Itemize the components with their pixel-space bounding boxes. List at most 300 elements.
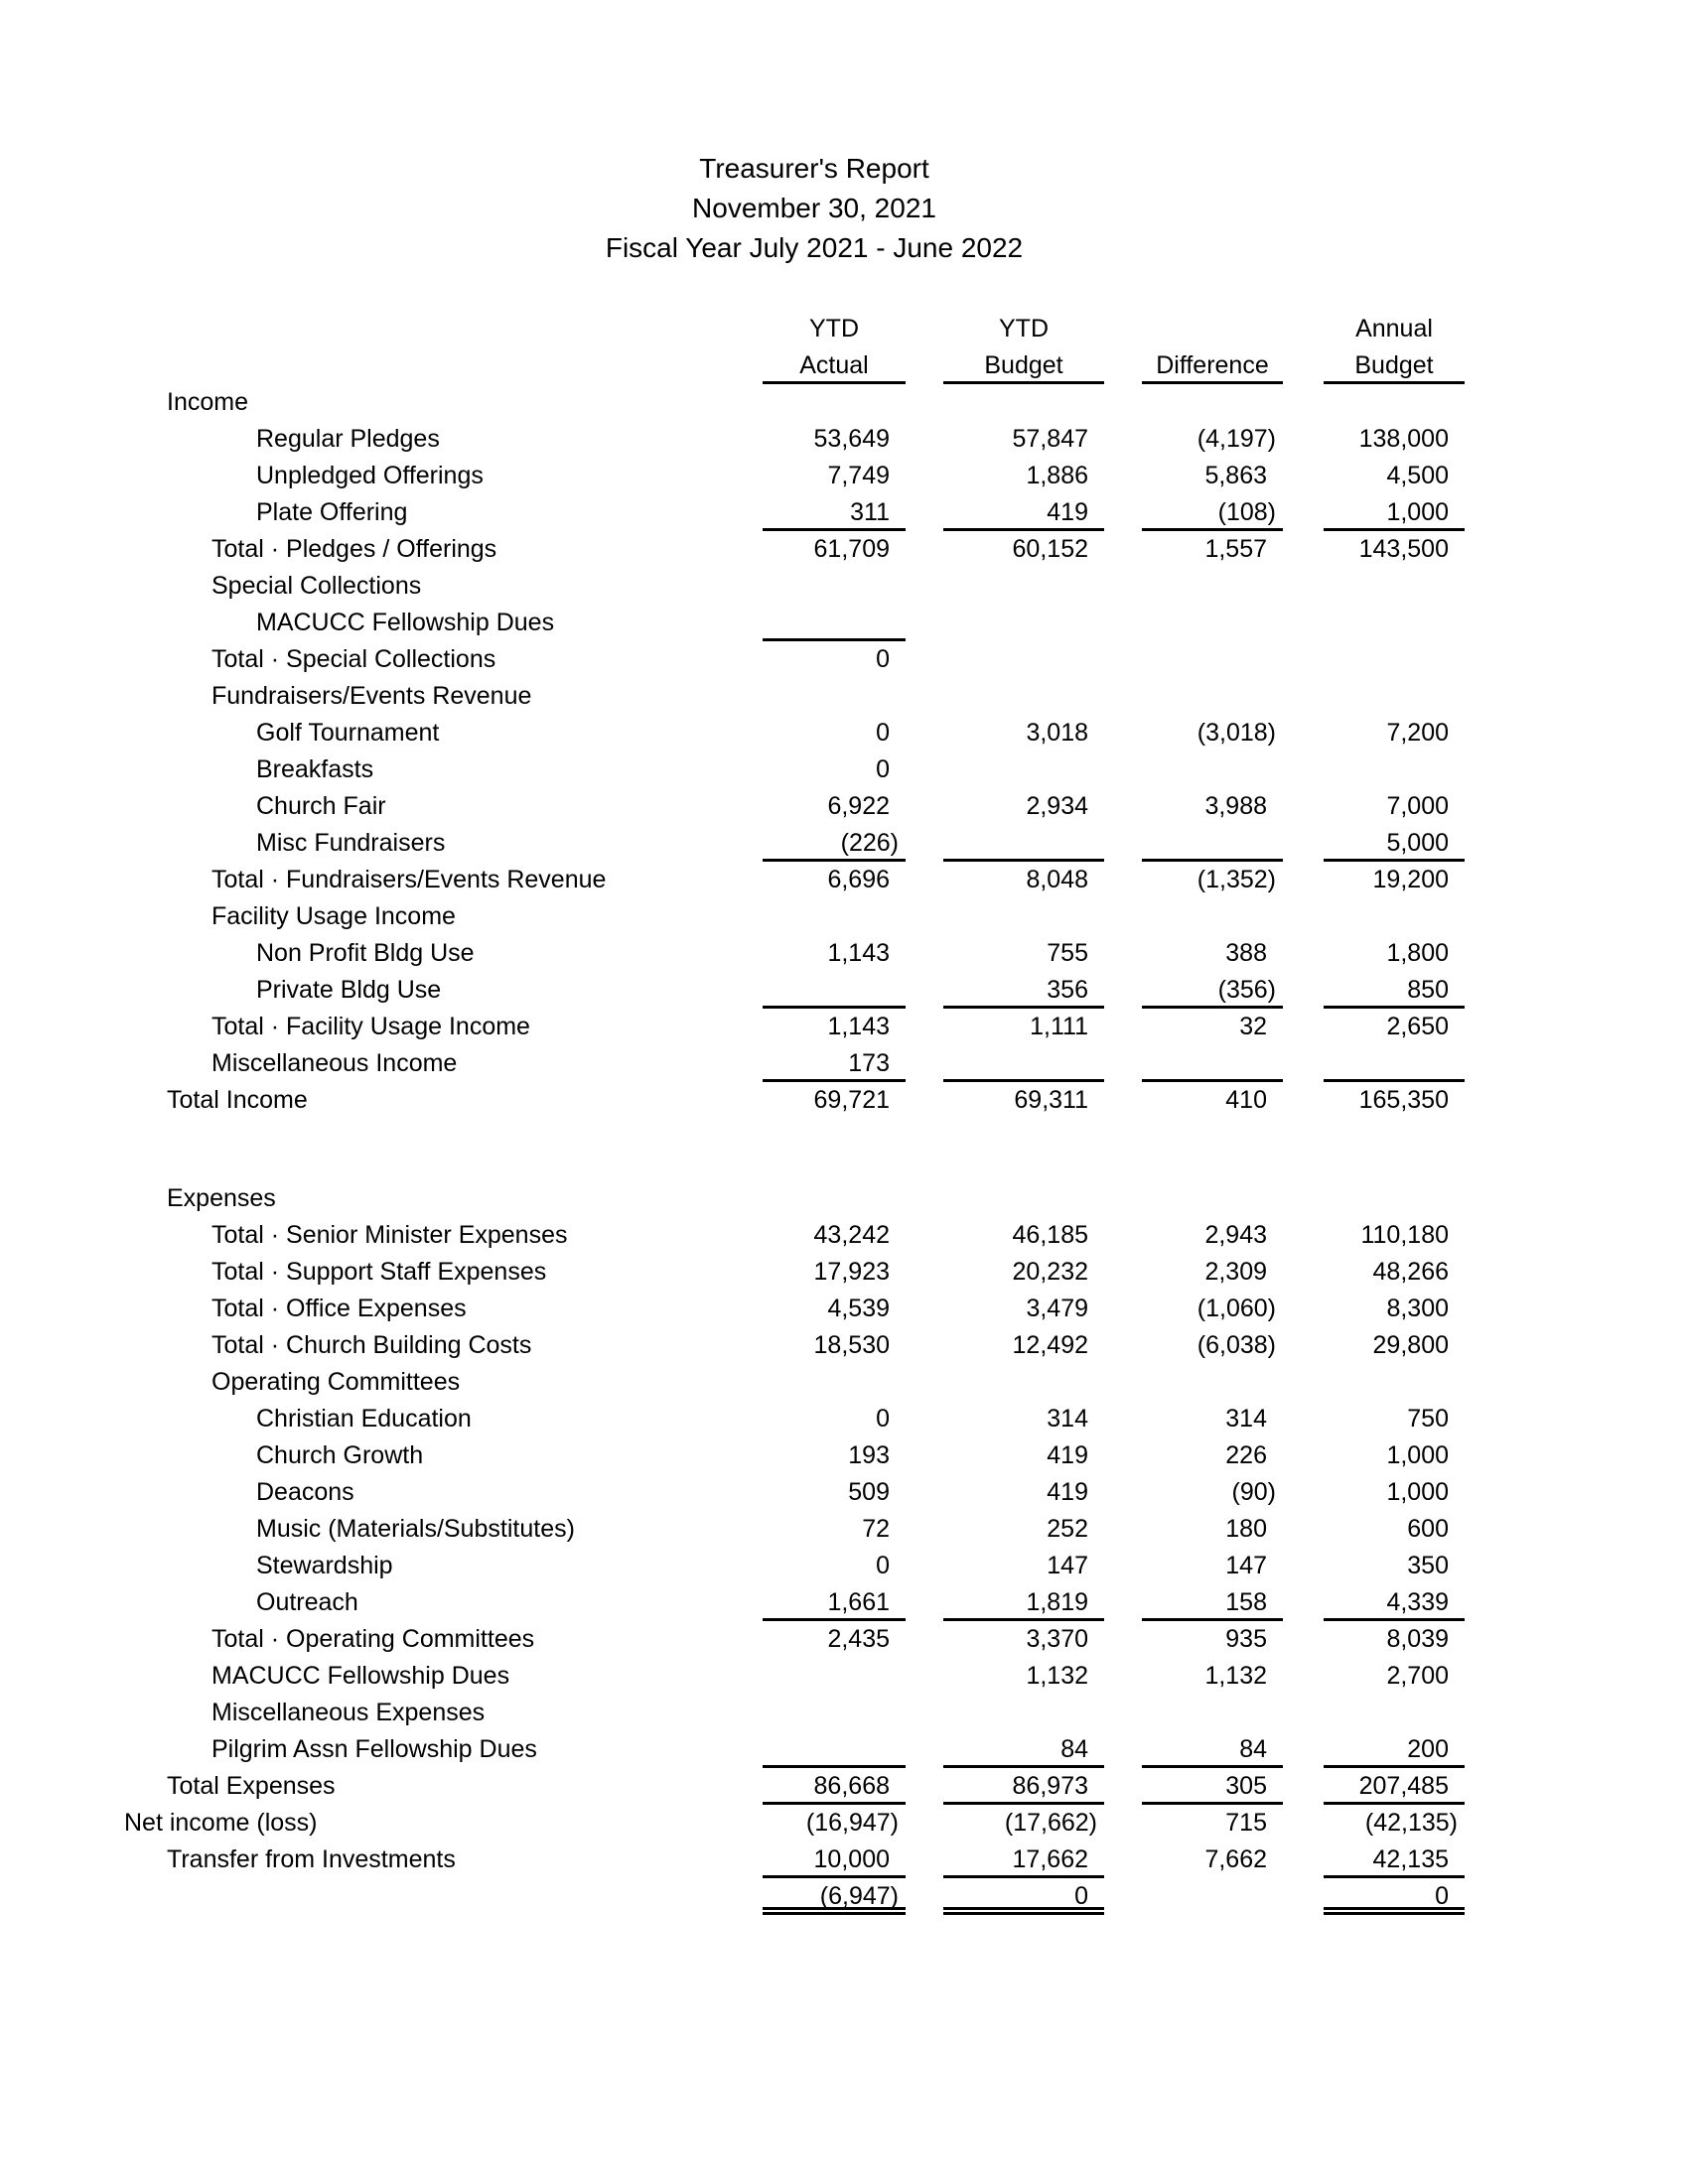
cell-ytd-budget	[943, 788, 1104, 825]
cell-annual-budget	[1324, 421, 1465, 458]
cell-value: 850	[1407, 976, 1449, 1004]
cell-annual-budget	[1324, 1009, 1465, 1045]
cell-annual-budget	[1324, 494, 1465, 531]
cell-difference	[1142, 531, 1283, 568]
cell-annual-budget	[1324, 751, 1465, 788]
cell-difference	[1142, 1009, 1283, 1045]
cell-value: 2,435	[827, 1625, 890, 1653]
row-label: MACUCC Fellowship Dues	[256, 609, 555, 636]
table-row	[0, 605, 1688, 641]
cell-difference	[1142, 1437, 1283, 1474]
cell-value: 0	[876, 755, 890, 783]
cell-annual-budget	[1324, 1474, 1465, 1511]
cell-value: 173	[848, 1049, 890, 1077]
cell-ytd-actual	[763, 1658, 906, 1695]
table-row	[0, 1768, 1688, 1805]
cell-ytd-actual	[763, 1621, 906, 1658]
cell-ytd-budget	[943, 935, 1104, 972]
cell-annual-budget	[1324, 1291, 1465, 1327]
row-label: Regular Pledges	[256, 425, 440, 453]
cell-ytd-budget	[943, 1548, 1104, 1584]
cell-difference	[1142, 898, 1283, 935]
cell-ytd-budget	[943, 531, 1104, 568]
cell-difference	[1142, 715, 1283, 751]
header-annual-budget-line2: Budget	[1324, 347, 1465, 384]
cell-ytd-actual	[763, 898, 906, 935]
cell-difference	[1142, 1695, 1283, 1731]
header-ytd-budget-line2: Budget	[943, 347, 1104, 384]
cell-ytd-budget	[943, 715, 1104, 751]
row-label: Special Collections	[211, 572, 422, 600]
header-ytd-budget-line1: YTD	[999, 315, 1049, 342]
cell-ytd-actual	[763, 1327, 906, 1364]
cell-value: 509	[848, 1478, 890, 1506]
cell-value: 60,152	[1012, 535, 1088, 563]
table-row	[0, 1878, 1688, 1915]
table-row	[0, 1364, 1688, 1401]
cell-ytd-actual	[763, 678, 906, 715]
cell-value: 200	[1407, 1735, 1449, 1763]
cell-value: (356)	[1217, 976, 1276, 1004]
cell-ytd-actual	[763, 494, 906, 531]
cell-annual-budget	[1324, 605, 1465, 641]
cell-value: 61,709	[813, 535, 890, 563]
cell-value: 3,988	[1204, 792, 1267, 820]
cell-difference	[1142, 825, 1283, 862]
cell-annual-budget	[1324, 1548, 1465, 1584]
table-row	[0, 751, 1688, 788]
cell-ytd-actual	[763, 1474, 906, 1511]
cell-difference	[1142, 458, 1283, 494]
cell-value: 2,309	[1204, 1258, 1267, 1286]
row-label: Total · Senior Minister Expenses	[211, 1221, 568, 1249]
table-row	[0, 898, 1688, 935]
cell-value: 57,847	[1012, 425, 1088, 453]
cell-value: 7,749	[827, 462, 890, 489]
cell-value: 8,300	[1386, 1295, 1449, 1322]
cell-ytd-actual	[763, 972, 906, 1009]
table-row	[0, 715, 1688, 751]
cell-value: 2,650	[1386, 1013, 1449, 1040]
header-difference-line2: Difference	[1142, 347, 1283, 384]
cell-ytd-budget	[943, 1805, 1104, 1842]
cell-difference	[1142, 1621, 1283, 1658]
cell-value: 2,943	[1204, 1221, 1267, 1249]
table-row	[0, 1254, 1688, 1291]
cell-ytd-actual	[763, 1511, 906, 1548]
cell-value: 715	[1225, 1809, 1267, 1837]
cell-annual-budget	[1324, 384, 1465, 421]
cell-ytd-actual	[763, 1082, 906, 1119]
cell-value: (17,662)	[1004, 1809, 1097, 1837]
report-table-rows	[0, 384, 1688, 1915]
cell-ytd-actual	[763, 1768, 906, 1805]
cell-value: 143,500	[1358, 535, 1449, 563]
row-label: Pilgrim Assn Fellowship Dues	[211, 1735, 537, 1763]
table-row	[0, 1401, 1688, 1437]
cell-value: (1,352)	[1196, 866, 1276, 893]
cell-value: 19,200	[1372, 866, 1449, 893]
table-row	[0, 568, 1688, 605]
cell-value: 180	[1225, 1515, 1267, 1543]
cell-ytd-actual	[763, 1291, 906, 1327]
cell-value: 10,000	[813, 1845, 890, 1873]
cell-value: 314	[1225, 1405, 1267, 1433]
cell-value: 12,492	[1012, 1331, 1088, 1359]
cell-difference	[1142, 678, 1283, 715]
cell-value: 43,242	[813, 1221, 890, 1249]
cell-ytd-budget	[943, 751, 1104, 788]
cell-difference	[1142, 1511, 1283, 1548]
cell-value: (226)	[840, 829, 899, 857]
row-label: Total · Pledges / Offerings	[211, 535, 497, 563]
cell-ytd-budget	[943, 494, 1104, 531]
cell-annual-budget	[1324, 1878, 1465, 1915]
cell-annual-budget	[1324, 715, 1465, 751]
cell-value: 5,000	[1386, 829, 1449, 857]
cell-ytd-budget	[943, 1878, 1104, 1915]
cell-ytd-budget	[943, 1437, 1104, 1474]
cell-value: 1,143	[827, 939, 890, 967]
cell-value: 350	[1407, 1552, 1449, 1579]
table-row	[0, 531, 1688, 568]
table-row	[0, 384, 1688, 421]
cell-value: 0	[876, 645, 890, 673]
cell-ytd-budget	[943, 1009, 1104, 1045]
table-row	[0, 1437, 1688, 1474]
table-row	[0, 1548, 1688, 1584]
cell-value: 4,339	[1386, 1588, 1449, 1616]
cell-value: 750	[1407, 1405, 1449, 1433]
row-label: Total · Operating Committees	[211, 1625, 535, 1653]
cell-ytd-actual	[763, 715, 906, 751]
table-row	[0, 1621, 1688, 1658]
row-label: Miscellaneous Expenses	[211, 1699, 486, 1726]
cell-ytd-actual	[763, 825, 906, 862]
cell-value: 158	[1225, 1588, 1267, 1616]
row-label: Total · Facility Usage Income	[211, 1013, 530, 1040]
row-label: Transfer from Investments	[167, 1845, 456, 1873]
cell-value: 305	[1225, 1772, 1267, 1800]
cell-value: 5,863	[1204, 462, 1267, 489]
header-difference-line1	[1142, 311, 1283, 347]
table-row	[0, 935, 1688, 972]
cell-value: (3,018)	[1196, 719, 1276, 747]
cell-value: 0	[876, 1405, 890, 1433]
row-label: Church Growth	[256, 1441, 424, 1469]
table-row	[0, 421, 1688, 458]
cell-ytd-budget	[943, 1401, 1104, 1437]
cell-annual-budget	[1324, 1437, 1465, 1474]
cell-value: 1,143	[827, 1013, 890, 1040]
table-row	[0, 1658, 1688, 1695]
cell-ytd-budget	[943, 1511, 1104, 1548]
cell-annual-budget	[1324, 1731, 1465, 1768]
row-label: MACUCC Fellowship Dues	[211, 1662, 510, 1690]
cell-ytd-actual	[763, 1009, 906, 1045]
cell-ytd-budget	[943, 1474, 1104, 1511]
cell-value: 410	[1225, 1086, 1267, 1114]
cell-ytd-actual	[763, 1401, 906, 1437]
cell-value: 226	[1225, 1441, 1267, 1469]
cell-difference	[1142, 788, 1283, 825]
cell-value: 147	[1047, 1552, 1088, 1579]
cell-value: 7,662	[1204, 1845, 1267, 1873]
cell-difference	[1142, 1364, 1283, 1401]
row-label: Golf Tournament	[256, 719, 440, 747]
cell-ytd-actual	[763, 458, 906, 494]
cell-difference	[1142, 1878, 1283, 1915]
cell-difference	[1142, 1217, 1283, 1254]
cell-difference	[1142, 935, 1283, 972]
cell-ytd-actual	[763, 1364, 906, 1401]
cell-value: 32	[1239, 1013, 1267, 1040]
cell-value: 53,649	[813, 425, 890, 453]
cell-difference	[1142, 1731, 1283, 1768]
row-label: Outreach	[256, 1588, 358, 1616]
cell-ytd-budget	[943, 605, 1104, 641]
cell-annual-budget	[1324, 935, 1465, 972]
column-header-row-1	[0, 311, 1688, 347]
cell-value: 1,557	[1204, 535, 1267, 563]
cell-value: 69,721	[813, 1086, 890, 1114]
cell-value: 0	[1074, 1882, 1088, 1910]
cell-ytd-budget	[943, 1584, 1104, 1621]
cell-ytd-budget	[943, 568, 1104, 605]
cell-ytd-actual	[763, 751, 906, 788]
cell-ytd-budget	[943, 1254, 1104, 1291]
cell-value: 86,973	[1012, 1772, 1088, 1800]
row-label: Expenses	[167, 1184, 276, 1212]
column-header-row-2	[0, 347, 1688, 384]
cell-ytd-actual	[763, 1805, 906, 1842]
cell-ytd-actual	[763, 1731, 906, 1768]
table-row	[0, 494, 1688, 531]
cell-value: 252	[1047, 1515, 1088, 1543]
cell-annual-budget	[1324, 972, 1465, 1009]
cell-annual-budget	[1324, 862, 1465, 898]
cell-ytd-budget	[943, 862, 1104, 898]
cell-value: (42,135)	[1364, 1809, 1458, 1837]
cell-value: 84	[1060, 1735, 1088, 1763]
cell-difference	[1142, 972, 1283, 1009]
cell-ytd-actual	[763, 1878, 906, 1915]
row-label: Unpledged Offerings	[256, 462, 484, 489]
cell-ytd-budget	[943, 1621, 1104, 1658]
cell-value: 1,800	[1386, 939, 1449, 967]
cell-value: 86,668	[813, 1772, 890, 1800]
row-label: Total · Church Building Costs	[211, 1331, 532, 1359]
cell-ytd-actual	[763, 1045, 906, 1082]
cell-ytd-actual	[763, 641, 906, 678]
cell-value: 207,485	[1358, 1772, 1449, 1800]
cell-annual-budget	[1324, 678, 1465, 715]
table-row	[0, 678, 1688, 715]
table-row	[0, 1731, 1688, 1768]
cell-ytd-actual	[763, 1180, 906, 1217]
cell-value: 17,923	[813, 1258, 890, 1286]
cell-value: (4,197)	[1196, 425, 1276, 453]
cell-value: (90)	[1231, 1478, 1276, 1506]
cell-ytd-budget	[943, 421, 1104, 458]
table-row	[0, 1805, 1688, 1842]
cell-value: (108)	[1217, 498, 1276, 526]
cell-annual-budget	[1324, 568, 1465, 605]
cell-value: 48,266	[1372, 1258, 1449, 1286]
table-row	[0, 1474, 1688, 1511]
header-annual-budget-line1: Annual	[1355, 315, 1433, 342]
cell-annual-budget	[1324, 1364, 1465, 1401]
cell-annual-budget	[1324, 1658, 1465, 1695]
row-label: Breakfasts	[256, 755, 374, 783]
cell-ytd-budget	[943, 1842, 1104, 1878]
cell-value: 29,800	[1372, 1331, 1449, 1359]
row-label: Miscellaneous Income	[211, 1049, 458, 1077]
cell-ytd-budget	[943, 1327, 1104, 1364]
cell-ytd-budget	[943, 1695, 1104, 1731]
cell-value: 84	[1239, 1735, 1267, 1763]
cell-difference	[1142, 1768, 1283, 1805]
cell-annual-budget	[1324, 898, 1465, 935]
cell-value: 7,000	[1386, 792, 1449, 820]
cell-annual-budget	[1324, 458, 1465, 494]
cell-value: 69,311	[1014, 1086, 1088, 1114]
cell-value: 388	[1225, 939, 1267, 967]
cell-difference	[1142, 494, 1283, 531]
cell-ytd-actual	[763, 788, 906, 825]
table-row	[0, 788, 1688, 825]
cell-difference	[1142, 384, 1283, 421]
cell-value: 7,200	[1386, 719, 1449, 747]
cell-difference	[1142, 1401, 1283, 1437]
row-label: Total Expenses	[167, 1772, 336, 1800]
cell-value: (1,060)	[1196, 1295, 1276, 1322]
cell-difference	[1142, 1254, 1283, 1291]
report-fiscal-year: Fiscal Year July 2021 - June 2022	[605, 232, 1024, 263]
cell-value: 8,048	[1026, 866, 1088, 893]
table-row	[0, 972, 1688, 1009]
cell-value: 42,135	[1372, 1845, 1449, 1873]
cell-value: 314	[1047, 1405, 1088, 1433]
cell-difference	[1142, 1548, 1283, 1584]
row-label: Operating Committees	[211, 1368, 461, 1396]
cell-annual-budget	[1324, 1695, 1465, 1731]
cell-ytd-actual	[763, 531, 906, 568]
report-title: Treasurer's Report	[699, 153, 929, 184]
cell-ytd-budget	[943, 384, 1104, 421]
cell-value: 755	[1047, 939, 1088, 967]
cell-value: 3,018	[1026, 719, 1088, 747]
cell-difference	[1142, 1474, 1283, 1511]
cell-ytd-actual	[763, 421, 906, 458]
cell-ytd-actual	[763, 1584, 906, 1621]
cell-ytd-actual	[763, 935, 906, 972]
cell-value: 18,530	[813, 1331, 890, 1359]
cell-ytd-actual	[763, 1842, 906, 1878]
cell-ytd-budget	[943, 1180, 1104, 1217]
row-label: Total · Support Staff Expenses	[211, 1258, 547, 1286]
row-label: Plate Offering	[256, 498, 408, 526]
table-row	[0, 458, 1688, 494]
table-row	[0, 1045, 1688, 1082]
row-label: Non Profit Bldg Use	[256, 939, 475, 967]
cell-value: 0	[1435, 1882, 1449, 1910]
header-ytd-actual-line2: Actual	[763, 347, 906, 384]
table-row	[0, 641, 1688, 678]
cell-ytd-budget	[943, 1045, 1104, 1082]
cell-difference	[1142, 605, 1283, 641]
cell-value: 3,370	[1026, 1625, 1088, 1653]
cell-value: 2,934	[1026, 792, 1088, 820]
table-row	[0, 1082, 1688, 1119]
row-label: Fundraisers/Events Revenue	[211, 682, 532, 710]
cell-value: 138,000	[1358, 425, 1449, 453]
cell-difference	[1142, 1584, 1283, 1621]
cell-difference	[1142, 1291, 1283, 1327]
cell-ytd-actual	[763, 568, 906, 605]
cell-ytd-actual	[763, 1437, 906, 1474]
cell-annual-budget	[1324, 1254, 1465, 1291]
cell-ytd-actual	[763, 384, 906, 421]
cell-value: 46,185	[1012, 1221, 1088, 1249]
cell-difference	[1142, 751, 1283, 788]
row-label: Total · Special Collections	[211, 645, 496, 673]
cell-difference	[1142, 1327, 1283, 1364]
table-row	[0, 1584, 1688, 1621]
cell-value: 0	[876, 1552, 890, 1579]
cell-value: 0	[876, 719, 890, 747]
cell-value: 147	[1225, 1552, 1267, 1579]
cell-annual-budget	[1324, 1805, 1465, 1842]
row-label: Christian Education	[256, 1405, 472, 1433]
cell-value: 1,819	[1026, 1588, 1088, 1616]
cell-value: 1,000	[1386, 498, 1449, 526]
cell-difference	[1142, 1805, 1283, 1842]
cell-value: 1,111	[1030, 1013, 1088, 1040]
cell-annual-budget	[1324, 1401, 1465, 1437]
cell-value: 72	[862, 1515, 890, 1543]
cell-difference	[1142, 1082, 1283, 1119]
report-title-block	[0, 149, 1628, 268]
header-ytd-actual-line1: YTD	[809, 315, 859, 342]
section-gap	[0, 1119, 1688, 1180]
cell-value: 1,886	[1026, 462, 1088, 489]
table-row	[0, 1291, 1688, 1327]
cell-value: 2,700	[1386, 1662, 1449, 1690]
cell-value: 1,000	[1386, 1478, 1449, 1506]
cell-difference	[1142, 862, 1283, 898]
row-label: Income	[167, 388, 248, 416]
cell-value: 311	[850, 498, 890, 526]
cell-difference	[1142, 1045, 1283, 1082]
cell-value: 4,539	[827, 1295, 890, 1322]
cell-annual-budget	[1324, 641, 1465, 678]
cell-value: (16,947)	[805, 1809, 899, 1837]
row-label: Private Bldg Use	[256, 976, 442, 1004]
cell-ytd-budget	[943, 825, 1104, 862]
cell-difference	[1142, 421, 1283, 458]
row-label: Deacons	[256, 1478, 354, 1506]
row-label: Stewardship	[256, 1552, 393, 1579]
cell-value: 6,696	[827, 866, 890, 893]
cell-annual-budget	[1324, 1511, 1465, 1548]
cell-ytd-actual	[763, 1254, 906, 1291]
row-label: Facility Usage Income	[211, 902, 456, 930]
cell-ytd-actual	[763, 1548, 906, 1584]
cell-value: 110,180	[1360, 1221, 1449, 1249]
report-date: November 30, 2021	[692, 193, 936, 223]
table-row	[0, 1009, 1688, 1045]
